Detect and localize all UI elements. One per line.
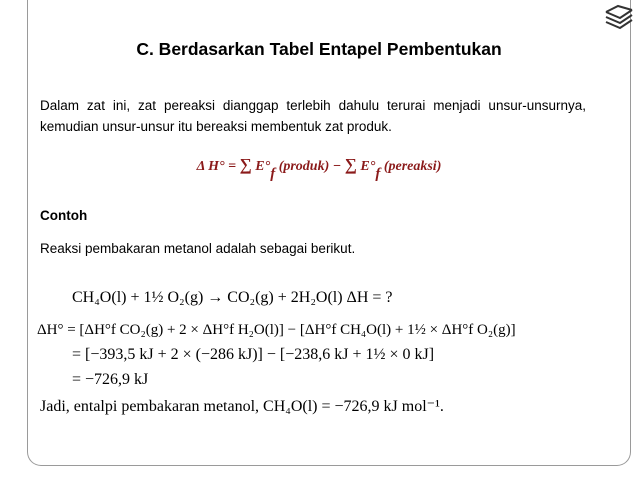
intro-paragraph: Dalam zat ini, zat pereaksi dianggap terlebih dahulu terurai menjadi unsur-unsurnya, kemudian unsur-unsur itu bereaksi membentuk zat produk. <box>40 98 586 134</box>
conclusion-text: Jadi, entalpi pembakaran metanol, CH₄O(l) = −726,9 kJ mol⁻¹. <box>40 398 444 415</box>
enthalpy-definition: ΔH° = [ΔH°f CO₂(g) + 2 × ΔH°f H₂O(l)] − [ΔH°f CH₄O(l) + 1½ × ΔH°f O₂(g)] <box>37 322 516 338</box>
book-icon <box>604 4 634 30</box>
reaction-equation: CH₄O(l) + 1½ O₂(g) → CO₂(g) + 2H₂O(l) ΔH = ? <box>72 289 393 306</box>
enthalpy-result: = −726,9 kJ <box>72 371 149 388</box>
example-description: Reaksi pembakaran metanol adalah sebagai berikut. <box>40 241 356 256</box>
example-heading: Contoh <box>40 208 88 223</box>
enthalpy-substitution: = [−393,5 kJ + 2 × (−286 kJ)] − [−238,6 kJ + 1½ × 0 kJ] <box>72 346 435 363</box>
enthalpy-formula: Δ H° = ∑ E°f (produk) − ∑ E°f (pereaksi) <box>196 155 442 182</box>
slide-title: C. Berdasarkan Tabel Entapel Pembentukan <box>136 39 502 59</box>
